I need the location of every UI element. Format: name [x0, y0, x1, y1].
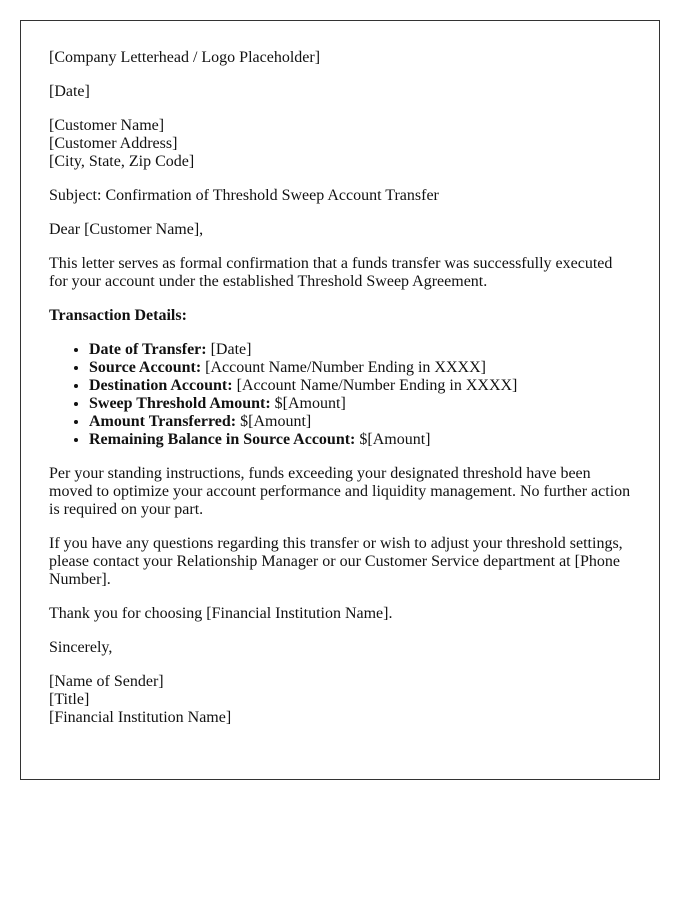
detail-sweep-threshold-amount: [89, 395, 631, 413]
signature-block: [49, 673, 631, 727]
sender-title: [Title]: [49, 691, 90, 708]
detail-amount-transferred: [89, 413, 631, 431]
salutation: Dear [Customer Name],: [49, 221, 204, 238]
sender-name: [Name of Sender]: [49, 673, 164, 690]
detail-label: Date of Transfer:: [89, 341, 207, 358]
detail-value: [Account Name/Number Ending in XXXX]: [201, 359, 486, 376]
closing: Sincerely,: [49, 639, 113, 656]
detail-label: Destination Account:: [89, 377, 233, 394]
detail-label: Remaining Balance in Source Account:: [89, 431, 356, 448]
recipient-name: [Customer Name]: [49, 117, 165, 134]
letter-date: [Date]: [49, 83, 90, 100]
detail-date-of-transfer: [89, 341, 631, 359]
subject-line: Subject: Confirmation of Threshold Sweep Account Transfer: [49, 187, 439, 204]
letterhead-placeholder: [Company Letterhead / Logo Placeholder]: [49, 49, 321, 66]
sender-institution: [Financial Institution Name]: [49, 709, 232, 726]
detail-value: $[Amount]: [355, 431, 431, 448]
recipient-city-state-zip: [City, State, Zip Code]: [49, 153, 195, 170]
instructions-paragraph: Per your standing instructions, funds exceeding your designated threshold have been moved to optimize your account performance and liquidity management. No further action is required on your part.: [49, 465, 631, 518]
detail-label: Sweep Threshold Amount:: [89, 395, 271, 412]
letter-document: [20, 20, 660, 780]
transaction-details-list: [49, 341, 631, 449]
detail-remaining-balance: [89, 431, 631, 449]
detail-value: $[Amount]: [270, 395, 346, 412]
detail-label: Amount Transferred:: [89, 413, 237, 430]
transaction-details-heading: Transaction Details:: [49, 307, 187, 324]
detail-value: [Account Name/Number Ending in XXXX]: [232, 377, 518, 394]
contact-paragraph: If you have any questions regarding this transfer or wish to adjust your threshold settings, please contact your Relationship Manager or our Customer Service department at [Phone Number].: [49, 535, 623, 588]
detail-label: Source Account:: [89, 359, 202, 376]
detail-source-account: [89, 359, 631, 377]
recipient-address-block: [49, 117, 631, 171]
detail-destination-account: [89, 377, 631, 395]
recipient-address: [Customer Address]: [49, 135, 178, 152]
intro-paragraph: This letter serves as formal confirmation that a funds transfer was successfully executed for your account under the established Threshold Sweep Agreement.: [49, 255, 613, 290]
thank-you-line: Thank you for choosing [Financial Institution Name].: [49, 605, 393, 622]
detail-value: [Date]: [206, 341, 252, 358]
detail-value: $[Amount]: [236, 413, 312, 430]
